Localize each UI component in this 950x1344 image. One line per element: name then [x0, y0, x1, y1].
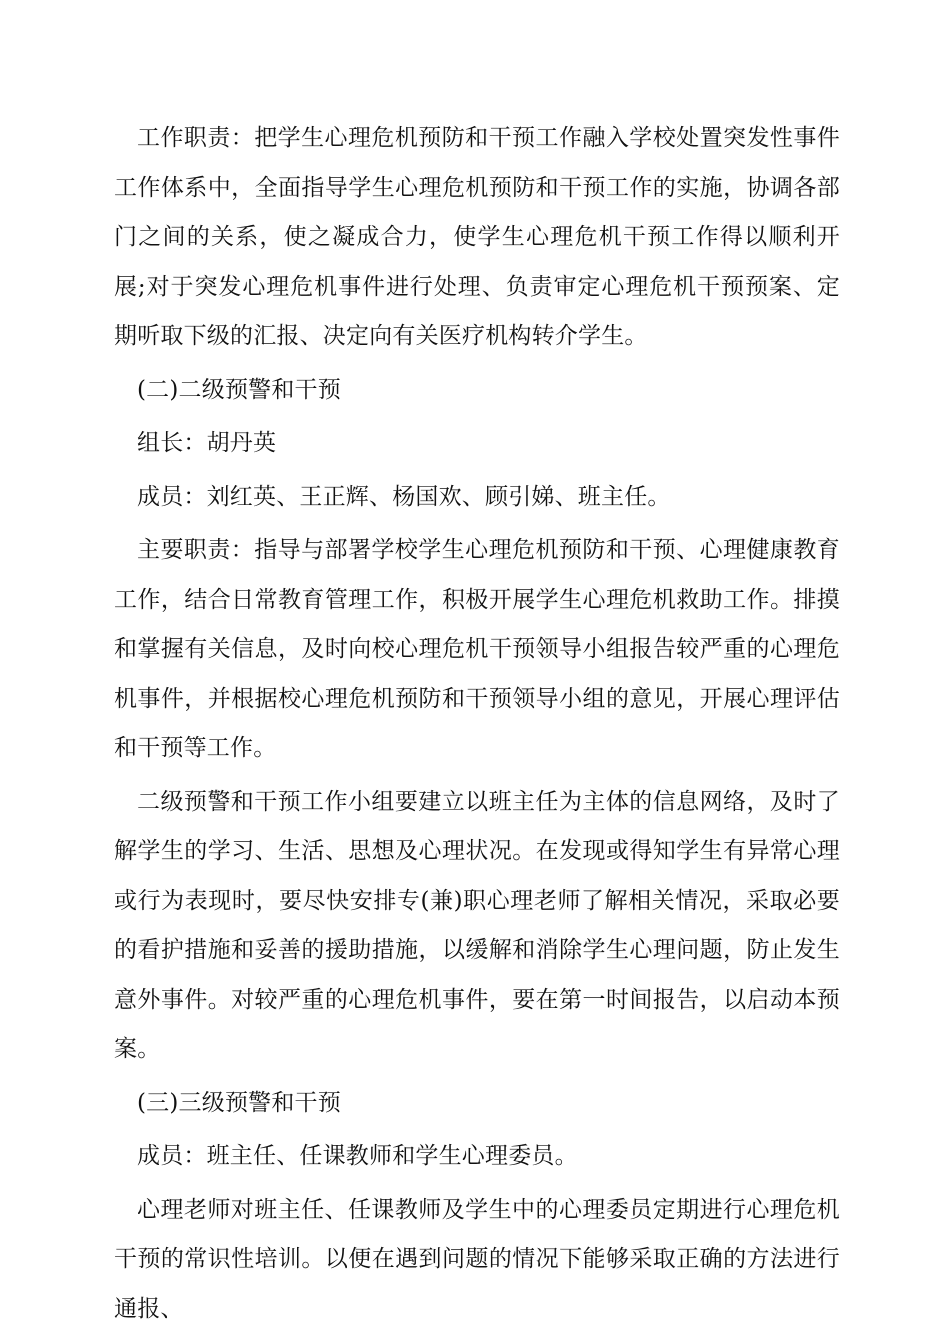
heading-level-three-warning: (三)三级预警和干预 [137, 1089, 341, 1116]
document-body [114, 114, 840, 1334]
paragraph-work-duties: 工作职责：把学生心理危机预防和干预工作融入学校处置突发性事件工作体系中，全面指导学生心理危机预防和干预工作的实施，协调各部门之间的关系，使之凝成合力，使学生心理危机干预工作得以顺利开展;对于突发心理危机事件进行处理、负责审定心理危机干预预案、定期听取下级的汇报、决定向有关医疗机构转介学生。 [114, 125, 840, 349]
paragraph-members-level-two: 成员：刘红英、王正辉、杨国欢、顾引娣、班主任。 [137, 483, 671, 510]
paragraph-level-two-network: 二级预警和干预工作小组要建立以班主任为主体的信息网络，及时了解学生的学习、生活、思想及心理状况。在发现或得知学生有异常心理或行为表现时，要尽快安排专(兼)职心理老师了解相关情况，采取必要的看护措施和妥善的援助措施，以缓解和消除学生心理问题，防止发生意外事件。对较严重的心理危机事件，要在第一时间报告，以启动本预案。 [114, 788, 840, 1062]
paragraph-group-leader: 组长：胡丹英 [137, 430, 277, 456]
paragraph-members-level-three: 成员：班主任、任课教师和学生心理委员。 [137, 1143, 578, 1169]
paragraph-training: 心理老师对班主任、任课教师及学生中的心理委员定期进行心理危机干预的常识性培训。以便在遇到问题的情况下能够采取正确的方法进行通报、 [114, 1196, 840, 1322]
heading-level-two-warning: (二)二级预警和干预 [137, 376, 341, 403]
paragraph-main-duties: 主要职责：指导与部署学校学生心理危机预防和干预、心理健康教育工作，结合日常教育管理工作，积极开展学生心理危机救助工作。排摸和掌握有关信息，及时向校心理危机干预领导小组报告较严重的心理危机事件，并根据校心理危机预防和干预领导小组的意见，开展心理评估和干预等工作。 [114, 537, 840, 761]
